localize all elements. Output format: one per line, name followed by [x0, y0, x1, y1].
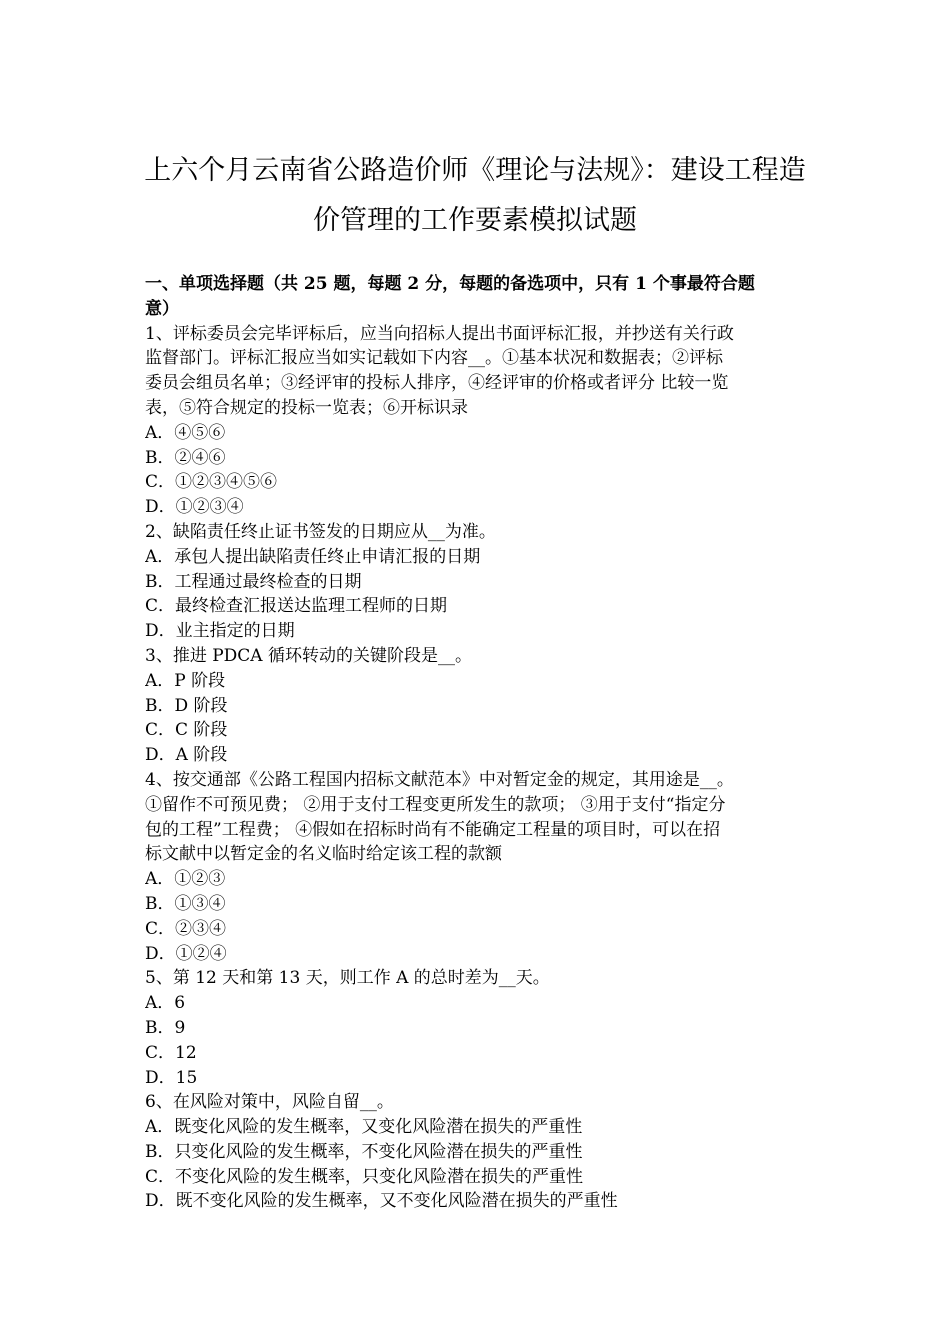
- document-body: [145, 272, 810, 1214]
- answer-option: A．①②③: [145, 869, 226, 890]
- answer-option: D．业主指定的日期: [145, 621, 295, 642]
- answer-option: D．15: [145, 1067, 198, 1088]
- answer-option: C．12: [145, 1042, 197, 1063]
- question-list: [145, 322, 810, 1215]
- title-line-2: 价管理的工作要素模拟试题: [313, 205, 637, 236]
- answer-option: B．①③④: [145, 893, 226, 914]
- section-heading: 一、单项选择题（共 25 题，每题 2 分，每题的备选项中，只有 1 个事最符合题: [145, 274, 755, 294]
- question-text-line: 4、按交通部《公路工程国内招标文献范本》中对暂定金的规定，其用途是__。: [145, 769, 734, 790]
- question-3: [145, 644, 810, 768]
- question-text-line: 6、在风险对策中，风险自留__。: [145, 1092, 394, 1113]
- answer-option: C．C 阶段: [145, 720, 228, 741]
- answer-option: A．承包人提出缺陷责任终止申请汇报的日期: [145, 546, 481, 567]
- answer-option: B．②④⑥: [145, 447, 226, 468]
- title-line-1: 上六个月云南省公路造价师《理论与法规》：建设工程造: [144, 155, 806, 186]
- answer-option: C．②③④: [145, 918, 227, 939]
- question-text-line: 委员会组员名单；③经评审的投标人排序，④经评审的价格或者评分 比较一览: [145, 373, 729, 394]
- answer-option: B．9: [145, 1017, 186, 1038]
- answer-option: D．A 阶段: [145, 745, 228, 766]
- question-text-line: ①留作不可预见费； ②用于支付工程变更所发生的款项； ③用于支付“指定分: [145, 794, 726, 815]
- answer-option: C．不变化风险的发生概率，只变化风险潜在损失的严重性: [145, 1166, 584, 1187]
- answer-option: D．既不变化风险的发生概率，又不变化风险潜在损失的严重性: [145, 1191, 618, 1212]
- question-text-line: 2、缺陷责任终止证书签发的日期应从__为准。: [145, 521, 496, 542]
- answer-option: A．6: [145, 993, 186, 1014]
- question-text-line: 5、第 12 天和第 13 天，则工作 A 的总时差为__天。: [145, 968, 550, 989]
- answer-option: A．④⑤⑥: [145, 422, 226, 443]
- answer-option: B．D 阶段: [145, 695, 228, 716]
- answer-option: D．①②④: [145, 943, 227, 964]
- question-5: [145, 966, 810, 1090]
- question-text-line: 包的工程”工程费； ④假如在招标时尚有不能确定工程量的项目时，可以在招: [145, 819, 721, 840]
- document-title: [0, 146, 950, 246]
- answer-option: C．①②③④⑤⑥: [145, 472, 278, 493]
- answer-option: B．工程通过最终检查的日期: [145, 571, 362, 592]
- answer-option: D．①②③④: [145, 497, 244, 518]
- answer-option: C．最终检查汇报送达监理工程师的日期: [145, 596, 448, 617]
- question-6: [145, 1090, 810, 1214]
- question-text-line: 监督部门。评标汇报应当如实记载如下内容__。①基本状况和数据表；②评标: [145, 348, 723, 369]
- question-text-line: 标文献中以暂定金的名义临时给定该工程的款额: [145, 844, 502, 865]
- answer-option: A．既变化风险的发生概率，又变化风险潜在损失的严重性: [145, 1117, 583, 1138]
- question-text-line: 表，⑤符合规定的投标一览表；⑥开标识录: [145, 397, 468, 418]
- section-heading-continued: 意）: [145, 298, 179, 319]
- question-4: [145, 768, 810, 966]
- question-text-line: 3、推进 PDCA 循环转动的关键阶段是__。: [145, 645, 472, 666]
- question-1: [145, 322, 810, 520]
- question-text-line: 1、评标委员会完毕评标后，应当向招标人提出书面评标汇报，并抄送有关行政: [145, 323, 734, 344]
- answer-option: B．只变化风险的发生概率，不变化风险潜在损失的严重性: [145, 1141, 583, 1162]
- question-2: [145, 520, 810, 644]
- answer-option: A．P 阶段: [145, 670, 226, 691]
